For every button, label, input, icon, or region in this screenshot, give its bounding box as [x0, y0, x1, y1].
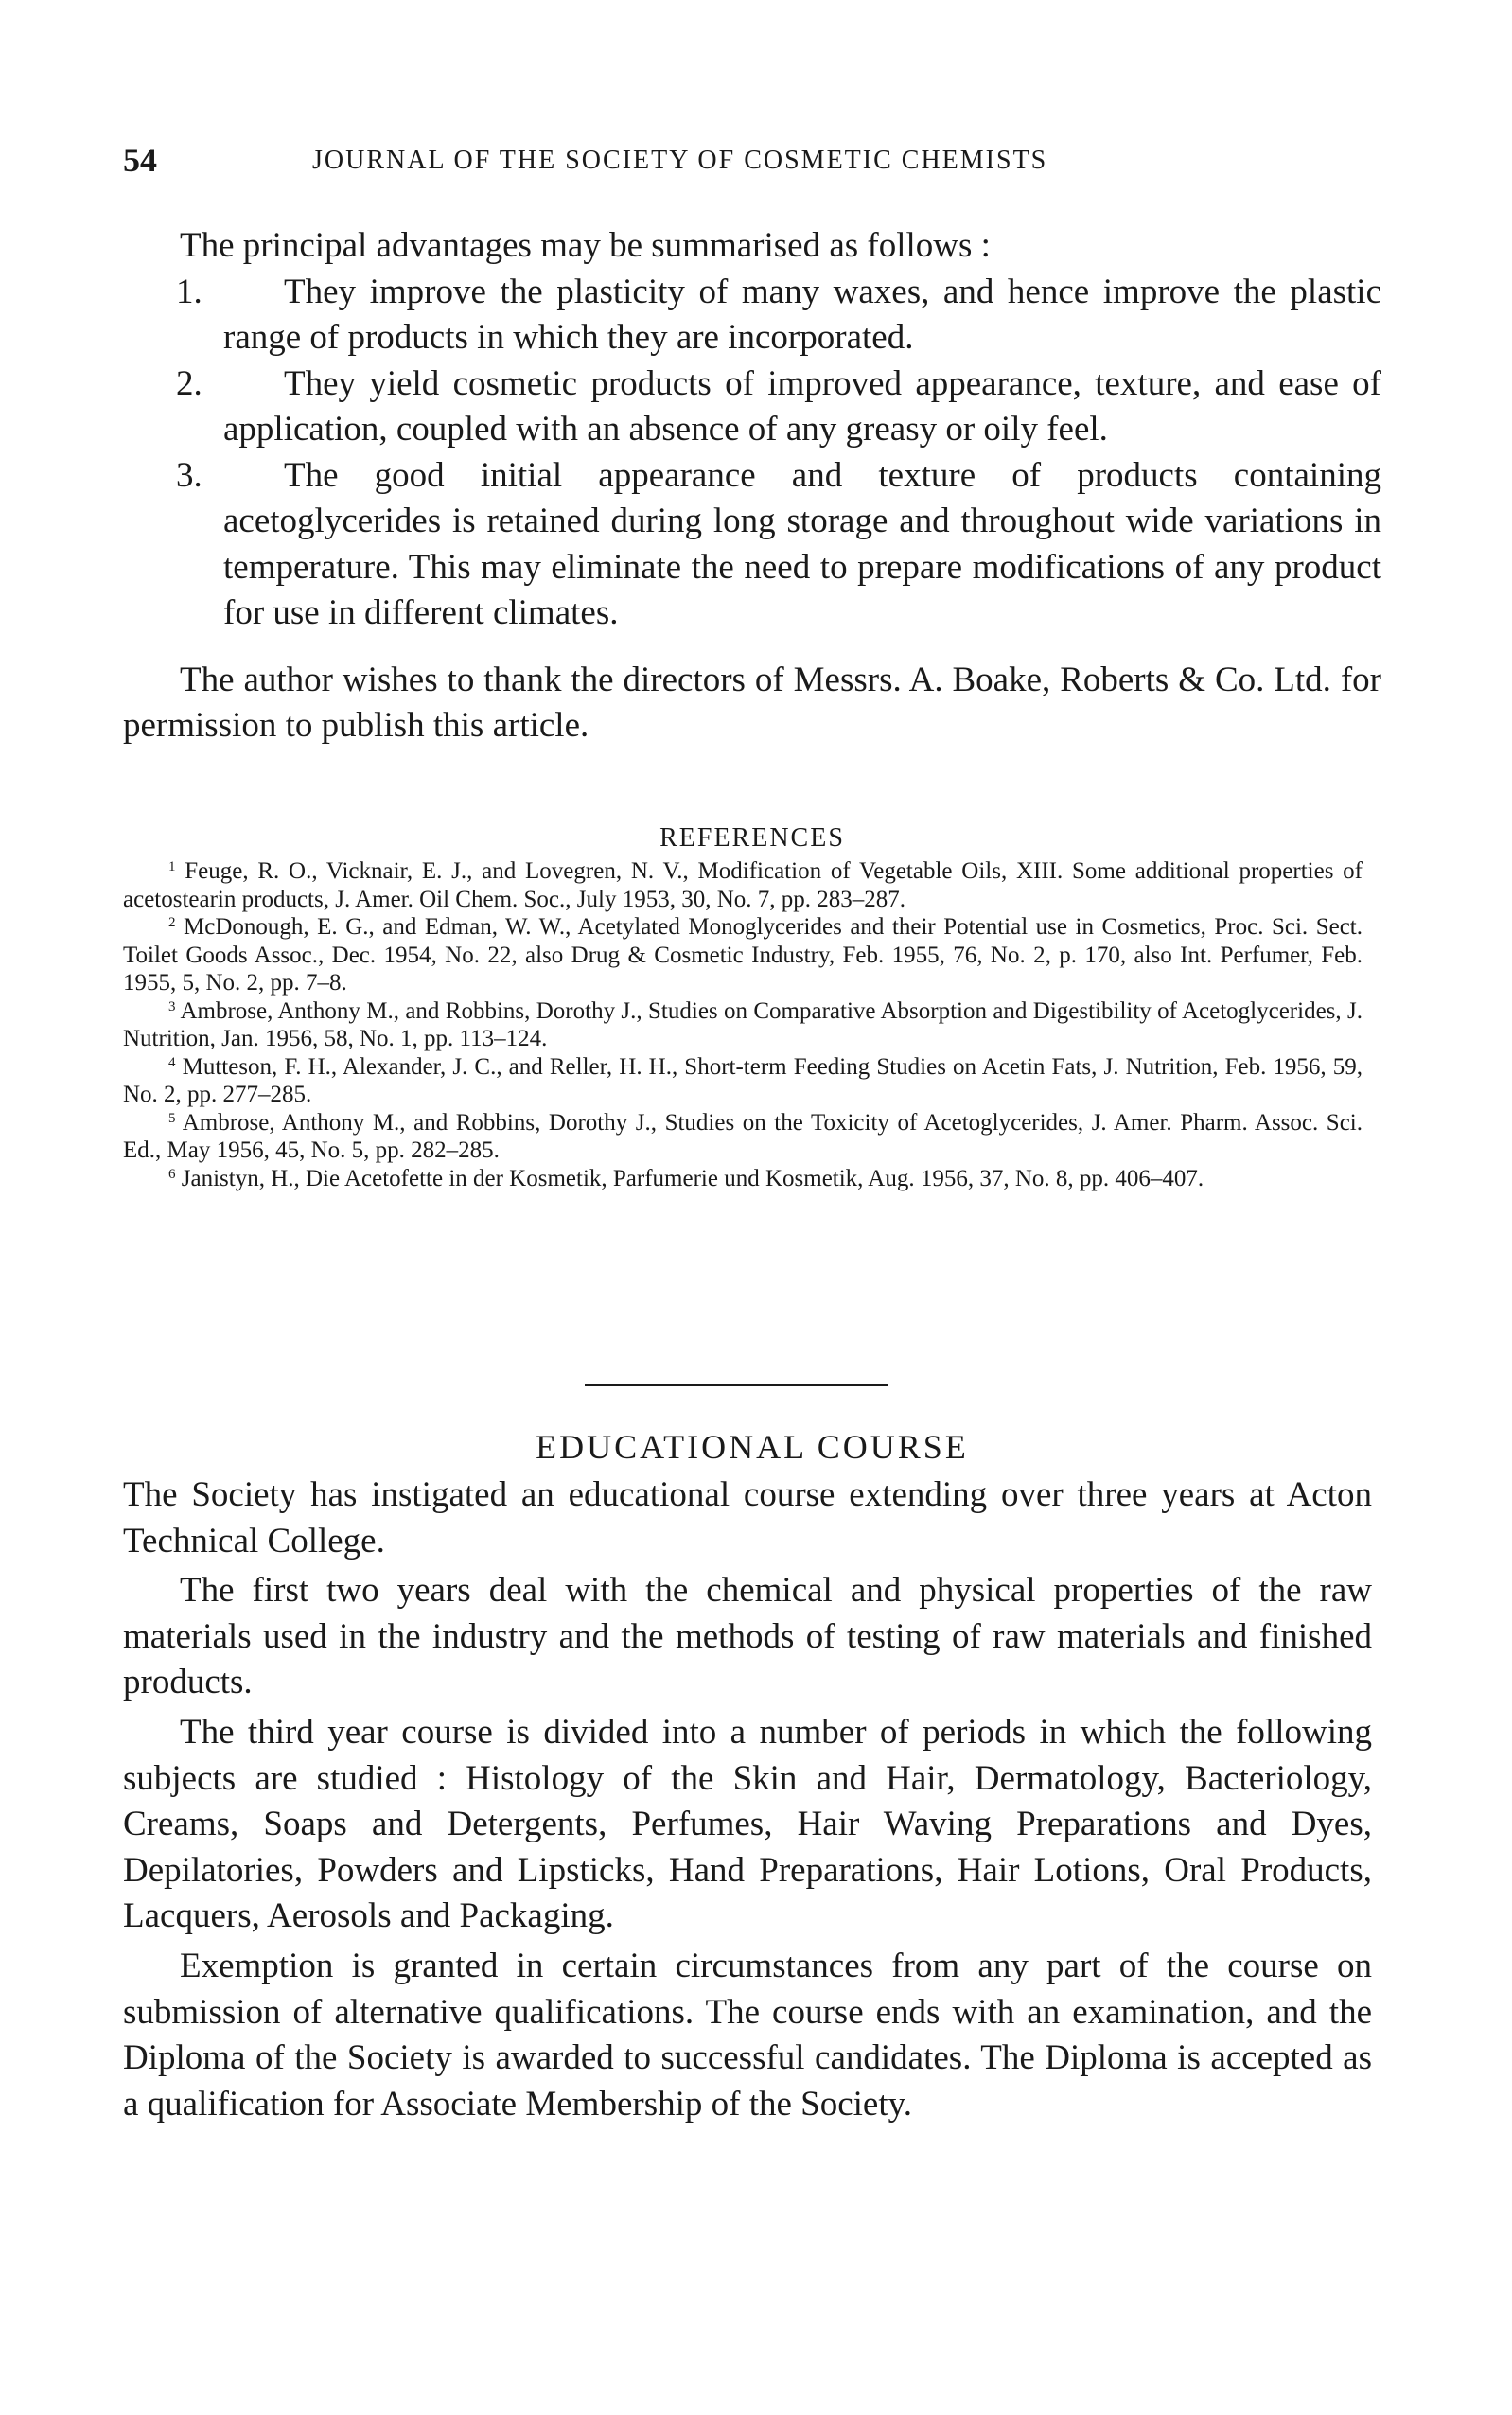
reference-text: Ambrose, Anthony M., and Robbins, Dorothy J., Studies on the Toxicity of Acetoglycerides, J. Amer. Pharm. Assoc. Sci. Ed., May 1956, 45, No. 5, pp. 282–285.: [123, 1109, 1363, 1163]
reference-item: [123, 857, 1363, 913]
advantage-text: The good initial appearance and texture of products containing acetoglycerides is retained during long storage and throughout wide variations in temperature. This may eliminate the need to prepare modifications of any product for use in different climates.: [223, 455, 1381, 632]
reference-number: 6: [168, 1166, 176, 1182]
advantages-list: [123, 270, 1381, 637]
references-heading: REFERENCES: [659, 823, 845, 853]
advantage-item: [123, 270, 1381, 361]
reference-text: Ambrose, Anthony M., and Robbins, Dorothy J., Studies on Comparative Absorption and Digestibility of Acetoglycerides, J. Nutrition, Jan. 1956, 58, No. 1, pp. 113–124.: [123, 997, 1363, 1051]
reference-number: 5: [168, 1110, 176, 1126]
reference-item: [123, 913, 1363, 997]
reference-number: 1: [168, 859, 176, 874]
reference-number: 2: [168, 915, 176, 930]
page-header: [123, 140, 1391, 187]
reference-item: [123, 997, 1363, 1053]
advantage-text: They improve the plasticity of many waxes, and hence improve the plastic range of products in which they are incorporated.: [223, 272, 1381, 357]
advantage-item: [123, 361, 1381, 453]
course-paragraph: The third year course is divided into a number of periods in which the following subjects are studied : Histology of the Skin and Hair, Dermatology, Bacteriology, Creams, Soaps and Detergents, Perfumes, Hair Waving Preparations and Dyes, Depilatories, Powders and Lipsticks, Hand Preparations, Hair Lotions, Oral Products, Lacquers, Aerosols and Packaging.: [123, 1712, 1372, 1936]
advantage-item: [123, 453, 1381, 637]
reference-item: [123, 1053, 1363, 1109]
educational-course-section: [123, 1472, 1372, 2127]
reference-number: 4: [168, 1054, 176, 1070]
course-paragraph: The first two years deal with the chemical and physical properties of the raw materials used in the industry and the methods of testing of raw materials and finished products.: [123, 1571, 1372, 1702]
advantages-intro: The principal advantages may be summarised as follows :: [180, 226, 991, 265]
running-head: JOURNAL OF THE SOCIETY OF COSMETIC CHEMISTS: [312, 146, 1048, 175]
advantage-number: 2.: [176, 363, 202, 403]
reference-item: [123, 1165, 1363, 1193]
reference-text: Mutteson, F. H., Alexander, J. C., and Reller, H. H., Short-term Feeding Studies on Acetin Fats, J. Nutrition, Feb. 1956, 59, No. 2, pp. 277–285.: [123, 1053, 1363, 1107]
advantage-text: They yield cosmetic products of improved appearance, texture, and ease of application, coupled with an absence of any greasy or oily feel.: [223, 363, 1381, 449]
course-paragraph: Exemption is granted in certain circumstances from any part of the course on submission of alternative qualifications. The course ends with an examination, and the Diploma of the Society is awarded to successful candidates. The Diploma is accepted as a qualification for Associate Membership of the Society.: [123, 1946, 1372, 2124]
course-paragraph: The Society has instigated an educational course extending over three years at Acton Technical College.: [123, 1475, 1372, 1560]
page-number: 54: [123, 141, 157, 179]
advantage-number: 1.: [176, 272, 202, 311]
educational-course-heading: EDUCATIONAL COURSE: [536, 1428, 969, 1466]
reference-text: McDonough, E. G., and Edman, W. W., Acetylated Monoglycerides and their Potential use in Cosmetics, Proc. Sci. Sect. Toilet Goods Assoc., Dec. 1954, No. 22, also Drug & Cosmetic Industry, Feb. 1955, 76, No. 2, p. 170, also Int. Perfumer, Feb. 1955, 5, No. 2, pp. 7–8.: [123, 914, 1363, 996]
acknowledgement: The author wishes to thank the directors of Messrs. A. Boake, Roberts & Co. Ltd. for permission to publish this article.: [123, 660, 1381, 745]
article-conclusion: [123, 223, 1381, 749]
reference-item: [123, 1109, 1363, 1165]
reference-text: Janistyn, H., Die Acetofette in der Kosmetik, Parfumerie und Kosmetik, Aug. 1956, 37, No. 8, pp. 406–407.: [181, 1165, 1204, 1191]
references-list: [123, 857, 1363, 1192]
reference-text: Feuge, R. O., Vicknair, E. J., and Lovegren, N. V., Modification of Vegetable Oils, XIII. Some additional properties of acetostearin products, J. Amer. Oil Chem. Soc., July 1953, 30, No. 7, pp. 283–287.: [123, 858, 1363, 912]
section-divider: [585, 1384, 888, 1386]
reference-number: 3: [168, 998, 176, 1014]
advantage-number: 3.: [176, 455, 202, 495]
